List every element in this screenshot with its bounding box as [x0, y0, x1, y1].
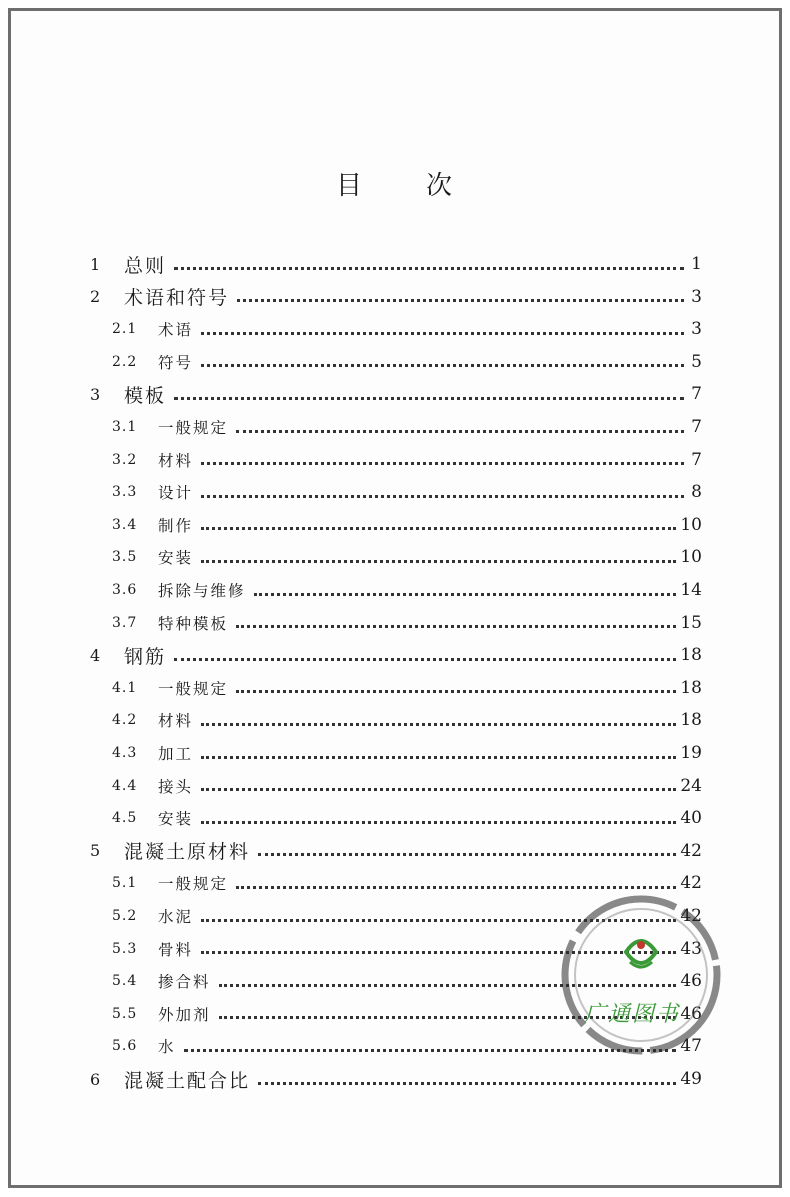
toc-dot-leader [174, 267, 684, 270]
page-title [0, 165, 790, 202]
toc-entry-number: 4.4 [112, 777, 138, 794]
toc-entry-number: 2.2 [112, 353, 138, 370]
toc-section-entry [112, 541, 702, 573]
toc-dot-leader [258, 853, 676, 856]
toc-entry-label: 一般规定 [158, 679, 229, 698]
toc-entry-label: 一般规定 [158, 875, 229, 894]
toc-entry-number: 3 [90, 384, 101, 404]
toc-entry-label: 掺合料 [158, 973, 211, 992]
toc-dot-leader [201, 364, 684, 367]
toc-section-entry [112, 509, 702, 541]
toc-entry-number: 1 [90, 254, 101, 274]
toc-entry-label: 骨料 [158, 940, 194, 959]
toc-dot-leader [236, 886, 676, 889]
toc-entry-number: 5.6 [112, 1038, 138, 1055]
toc-entry-page: 14 [680, 580, 702, 600]
toc-entry-page: 18 [680, 645, 702, 666]
toc-section-entry [112, 346, 702, 378]
toc-entry-number: 6 [90, 1069, 101, 1089]
toc-dot-leader [201, 560, 676, 563]
toc-dot-leader [237, 299, 684, 302]
toc-dot-leader [201, 788, 676, 791]
toc-entry-page: 7 [691, 449, 702, 470]
toc-entry-page: 10 [680, 514, 702, 535]
toc-section-entry [112, 607, 702, 639]
toc-entry-page: 1 [691, 254, 702, 274]
toc-dot-leader [201, 495, 684, 498]
toc-entry-page: 42 [680, 906, 702, 926]
toc-entry-label: 材料 [158, 451, 194, 470]
toc-dot-leader [174, 397, 684, 400]
toc-entry-page: 43 [680, 938, 702, 959]
toc-entry-label: 术语和符号 [124, 287, 230, 310]
toc-entry-number: 4.2 [112, 712, 138, 729]
toc-dot-leader [254, 593, 677, 596]
toc-entry-label: 拆除与维修 [158, 582, 246, 600]
toc-entry-page: 47 [680, 1036, 702, 1057]
toc-entry-page: 18 [680, 677, 702, 698]
toc-entry-label: 钢筋 [124, 645, 167, 668]
toc-entry-page: 8 [691, 482, 702, 503]
toc-entry-label: 混凝土配合比 [124, 1069, 251, 1092]
toc-entry-number: 4.5 [112, 810, 138, 827]
toc-entry-number: 4 [90, 645, 101, 665]
toc-entry-number: 3.3 [112, 484, 138, 501]
toc-section-entry [112, 770, 702, 802]
toc-entry-page: 3 [691, 319, 702, 340]
toc-entry-page: 42 [680, 873, 702, 894]
toc-section-entry [112, 672, 702, 704]
toc-entry-number: 3.7 [112, 614, 138, 631]
toc-entry-page: 19 [680, 743, 702, 763]
toc-entry-page: 49 [680, 1069, 702, 1089]
toc-entry-number: 5.4 [112, 973, 138, 990]
toc-chapter-entry [90, 248, 702, 280]
toc-entry-page: 7 [691, 384, 702, 405]
toc-dot-leader [201, 723, 676, 726]
toc-entry-page: 18 [680, 710, 702, 731]
toc-chapter-entry [90, 639, 702, 671]
toc-chapter-entry [90, 378, 702, 410]
toc-chapter-entry [90, 835, 702, 867]
toc-entry-number: 3.1 [112, 419, 138, 435]
toc-entry-page: 46 [680, 1003, 702, 1024]
toc-entry-label: 设计 [158, 484, 194, 503]
toc-entry-page: 40 [680, 808, 702, 829]
toc-entry-page: 3 [691, 286, 702, 307]
toc-entry-label: 符号 [158, 353, 194, 372]
toc-section-entry [112, 704, 702, 736]
toc-entry-label: 接头 [158, 777, 194, 796]
toc-entry-page: 46 [680, 971, 702, 992]
toc-section-entry [112, 313, 702, 345]
toc-section-entry [112, 737, 702, 769]
toc-entry-number: 2.1 [112, 321, 138, 338]
toc-entry-number: 4.3 [112, 745, 138, 761]
title-char-left: 目 [335, 171, 364, 201]
toc-entry-label: 特种模板 [158, 614, 229, 633]
toc-entry-label: 水 [158, 1038, 176, 1057]
toc-dot-leader [174, 658, 676, 661]
toc-dot-leader [236, 430, 684, 433]
toc-entry-number: 5.3 [112, 940, 138, 957]
toc-dot-leader [201, 462, 684, 465]
toc-section-entry [112, 411, 702, 443]
toc-entry-number: 3.5 [112, 549, 138, 566]
toc-dot-leader [201, 527, 676, 530]
toc-entry-page: 5 [691, 351, 702, 372]
toc-entry-number: 5.2 [112, 908, 138, 924]
toc-entry-number: 3.2 [112, 451, 138, 468]
toc-entry-label: 安装 [158, 810, 194, 829]
toc-dot-leader [258, 1082, 676, 1085]
title-char-right: 次 [426, 171, 455, 201]
toc-entry-page: 10 [680, 547, 702, 568]
toc-chapter-entry [90, 281, 702, 313]
toc-entry-number: 5.5 [112, 1005, 138, 1022]
toc-entry-label: 一般规定 [158, 419, 229, 437]
toc-entry-label: 水泥 [158, 908, 194, 926]
toc-dot-leader [201, 756, 676, 759]
toc-dot-leader [236, 625, 676, 628]
toc-entry-number: 3.6 [112, 582, 138, 598]
seal-logo-icon [556, 890, 726, 1060]
toc-entry-page: 24 [680, 775, 702, 796]
toc-entry-number: 4.1 [112, 679, 138, 696]
toc-entry-number: 5.1 [112, 875, 138, 892]
toc-entry-number: 3.4 [112, 516, 138, 533]
toc-section-entry [112, 476, 702, 508]
toc-entry-label: 混凝土原材料 [124, 841, 251, 864]
toc-dot-leader [201, 821, 676, 824]
seal-text: 广通图书 [584, 1002, 681, 1027]
toc-entry-label: 安装 [158, 549, 194, 568]
toc-entry-number: 5 [90, 841, 101, 861]
toc-entry-page: 15 [680, 612, 702, 633]
toc-dot-leader [236, 690, 676, 693]
toc-entry-label: 制作 [158, 516, 194, 535]
toc-entry-page: 42 [680, 840, 702, 861]
toc-entry-label: 材料 [158, 712, 194, 731]
toc-entry-label: 加工 [158, 745, 194, 763]
toc-chapter-entry [90, 1063, 702, 1095]
toc-section-entry [112, 802, 702, 834]
toc-dot-leader [201, 332, 684, 335]
toc-entry-label: 外加剂 [158, 1005, 211, 1024]
toc-entry-number: 2 [90, 287, 101, 307]
toc-entry-label: 总则 [124, 254, 167, 277]
toc-entry-label: 模板 [124, 384, 167, 407]
toc-section-entry [112, 574, 702, 606]
toc-entry-page: 7 [691, 417, 702, 437]
toc-section-entry [112, 444, 702, 476]
toc-entry-label: 术语 [158, 321, 194, 340]
